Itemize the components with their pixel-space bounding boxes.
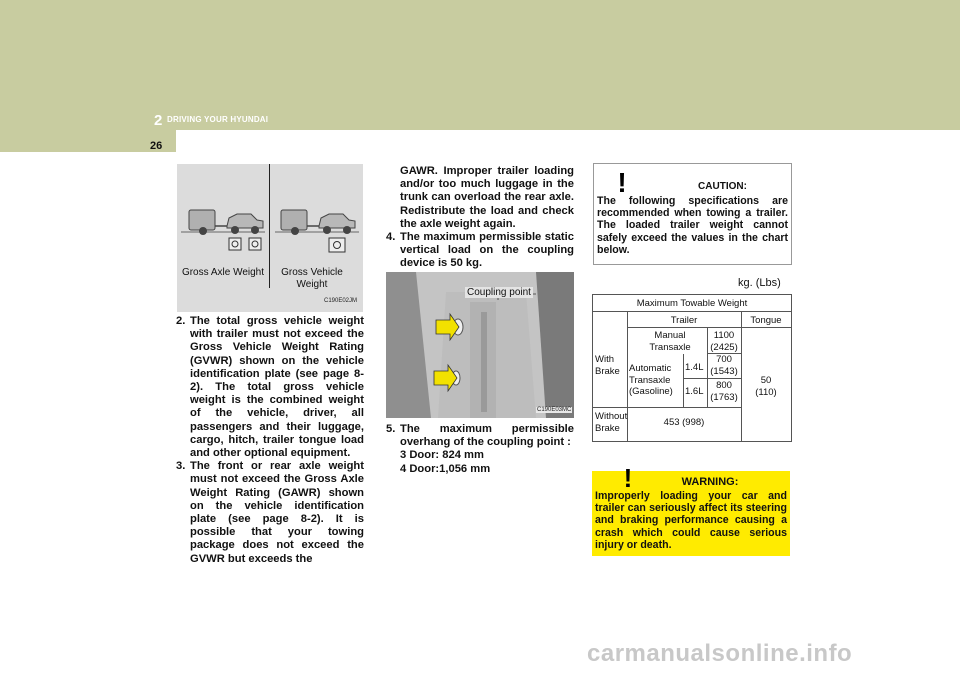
table-header: Maximum Towable Weight [636,298,748,309]
row-with-brake: With Brake [595,354,620,377]
table-rule [683,354,684,407]
trailer-car-illustration-left [179,204,267,256]
svg-text:!: ! [617,168,627,194]
figure-divider [269,164,270,288]
chapter-number: 2 [154,112,163,129]
automatic-transaxle: Automatic Transaxle (Gasoline) [629,363,673,397]
caution-title: CAUTION: [698,181,747,192]
header-band [0,0,960,130]
middle-column-bottom [386,423,574,476]
units-label: kg. (Lbs) [738,277,781,289]
watermark: carmanualsonline.info [587,640,853,667]
chapter-title: DRIVING YOUR HYUNDAI [167,115,269,124]
tongue-value: 50 (110) [755,375,777,398]
coupling-point-figure [386,272,574,418]
svg-text:!: ! [623,463,633,489]
gross-axle-weight-label: Gross Axle Weight [181,267,265,278]
col-trailer: Trailer [670,315,698,326]
row-without-brake: Without Brake [595,411,628,434]
engine-1-4: 1.4L [685,362,704,373]
middle-column-top [386,165,574,271]
trailer-car-illustration-right [273,204,361,256]
caution-box [593,163,792,265]
manual-transaxle: Manual Transaxle [649,330,691,353]
table-rule [627,327,791,328]
gross-vehicle-weight-label: Gross Vehicle Weight [281,267,343,290]
towing-spec-table [592,294,792,442]
warning-box [592,463,790,556]
list-item: 3. The front or rear axle weight must not exceed the Gross Axle Weight Rating (GAWR) shown on the vehicle identification plate (see page 8-2). It is possible that your towing package does not exceed the GVWR but exceeds the [176,460,364,565]
coupling-point-label: Coupling point [467,287,531,298]
caution-text: The following specifications are recommended when towing a trailer. The loaded trailer weight cannot safely exceed the values in the chart below. [597,195,788,256]
manual-value: 1100 (2425) [710,330,738,353]
list-item: 5. The maximum permissible overhang of the coupling point : 3 Door: 824 mm 4 Door:1,056 mm [386,423,574,475]
table-rule [741,311,742,441]
engine-1-4-value: 700 (1543) [710,354,738,377]
engine-1-6: 1.6L [685,386,704,397]
table-rule [683,378,741,379]
warning-text: Improperly loading your car and trailer can seriously affect its steering and braking performance causing a crash which could cause serious injury or death. [595,490,787,551]
table-rule [593,311,791,312]
figure1-code: C190E02JM [324,298,358,304]
table-rule [593,407,741,408]
left-column-text [176,315,364,566]
list-item: 2. The total gross vehicle weight with trailer must not exceed the Gross Vehicle Weight Rating (GVWR) shown on the vehicle identification plate (see page 8-2). The total gross vehicle weight is the combined weight of the vehicle, driver, all passengers and their luggage, cargo, hitch, trailer tongue load and other optional equipment. [176,315,364,460]
warning-title: WARNING: [681,476,739,488]
col-tongue: Tongue [750,315,782,326]
gawr-continuation: GAWR. Improper trailer loading and/or too much luggage in the trunk can overload the rear axle. Redistribute the load and check the axle weight again. [400,165,574,230]
without-brake-value: 453 (998) [663,417,705,428]
list-item: 4. The maximum permissible static vertical load on the coupling device is 50 kg. [386,231,574,270]
engine-1-6-value: 800 (1763) [710,380,738,403]
axle-weight-figure [177,164,363,312]
figure2-code: C190E03MC [537,407,572,413]
page-number: 26 [150,140,163,152]
